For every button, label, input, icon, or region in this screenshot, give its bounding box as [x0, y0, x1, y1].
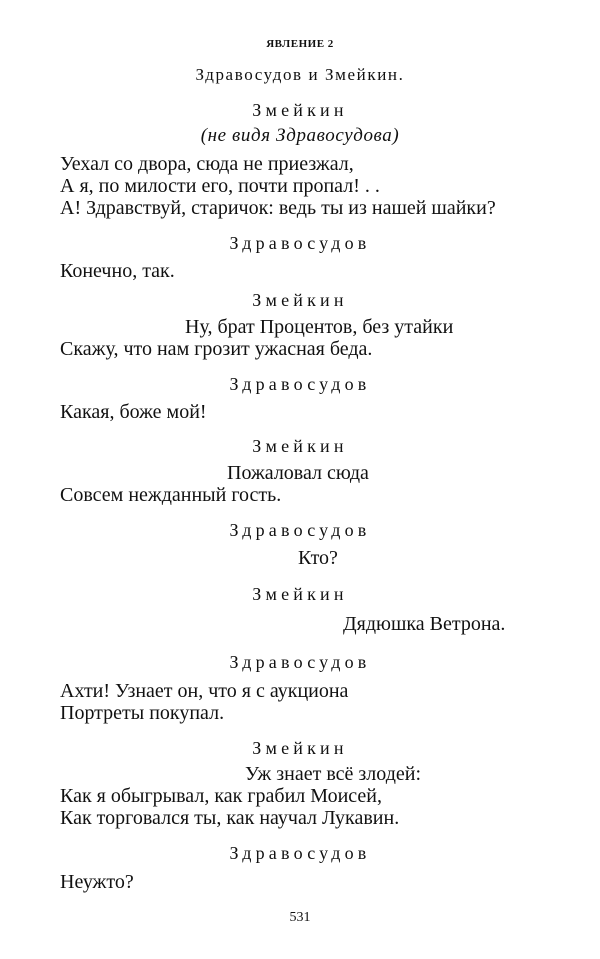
speaker-name: Здравосудов [229, 652, 371, 672]
scene-cast: Здравосудов и Змейкин. [195, 65, 405, 84]
speaker-name: Змейкин [252, 584, 348, 604]
verse-line: Неужто? [60, 871, 134, 893]
speaker-name: Змейкин [252, 738, 348, 758]
verse-line: А! Здравствуй, старичок: ведь ты из нашей шайки? [60, 197, 496, 219]
verse-line: Ну, брат Процентов, без утайки [185, 316, 454, 338]
verse-line: Ахти! Узнает он, что я с аукциона [60, 680, 349, 702]
verse-line: А я, по милости его, почти пропал! . . [60, 175, 380, 197]
verse-line: Какая, боже мой! [60, 401, 207, 423]
scene-title: ЯВЛЕНИЕ 2 [266, 38, 334, 50]
verse-line: Как торговался ты, как научал Лукавин. [60, 807, 400, 829]
verse-line: Уж знает всё злодей: [245, 763, 422, 785]
speaker-name: Здравосудов [229, 374, 371, 394]
speaker-name: Змейкин [252, 290, 348, 310]
verse-line: Портреты покупал. [60, 702, 225, 724]
verse-line: Кто? [298, 547, 338, 569]
verse-line: Дядюшка Ветрона. [343, 613, 506, 635]
verse-line: Совсем нежданный гость. [60, 484, 282, 506]
verse-line: Уехал со двора, сюда не приезжал, [60, 153, 354, 175]
verse-line: Как я обыгрывал, как грабил Моисей, [60, 785, 382, 807]
verse-line: Скажу, что нам грозит ужасная беда. [60, 338, 373, 360]
speaker-name: Здравосудов [229, 233, 371, 253]
speaker-name: Здравосудов [229, 843, 371, 863]
page-number: 531 [289, 910, 311, 925]
speaker-name: Здравосудов [229, 520, 371, 540]
speaker-name: Змейкин [252, 436, 348, 456]
verse-line: Конечно, так. [60, 260, 175, 282]
speaker-name: Змейкин [252, 100, 348, 120]
stage-direction: (не видя Здравосудова) [200, 125, 400, 146]
verse-line: Пожаловал сюда [227, 462, 369, 484]
